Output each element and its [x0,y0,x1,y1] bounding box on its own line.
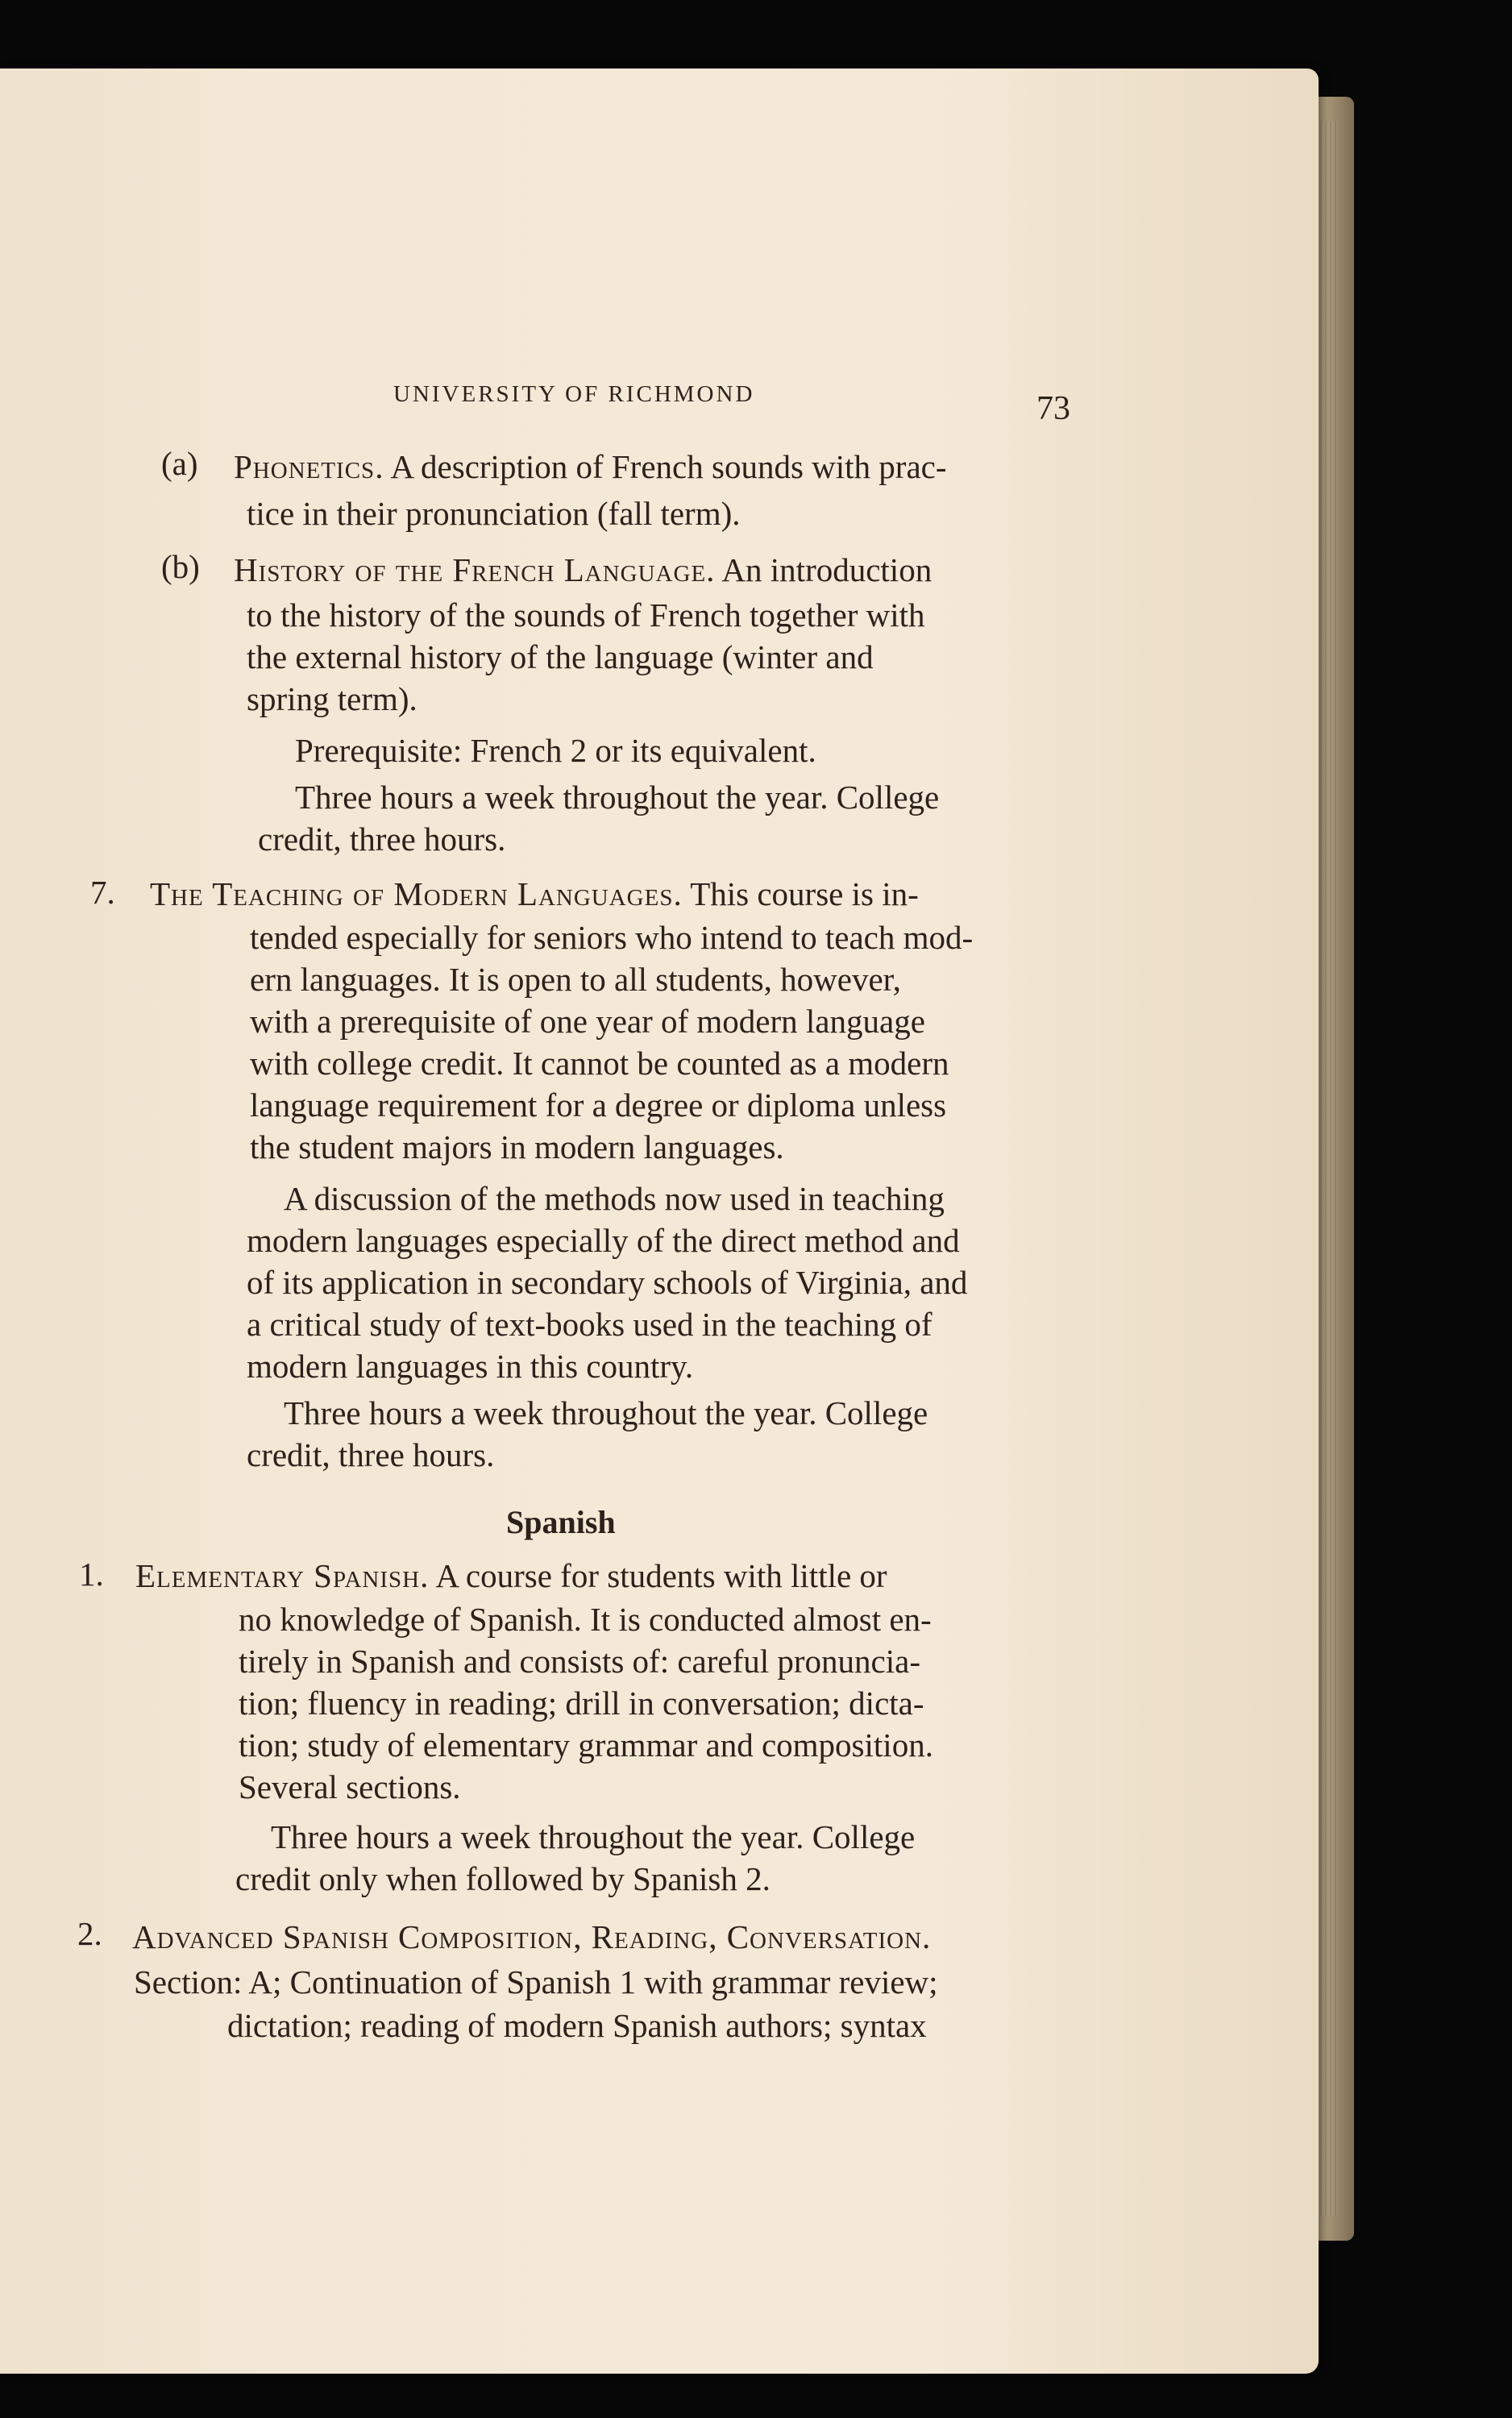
item-b-title: History of the French Language. [234,551,716,588]
item-b-line-3: the external history of the language (winter and [247,638,874,675]
course-7-para2-line-1: A discussion of the methods now used in teaching [284,1180,945,1217]
course-7-para2-line-2: modern languages especially of the direct method and [247,1222,960,1259]
course-7-para2-line-4: a critical study of text-books used in the teaching of [247,1306,933,1343]
course-7-title: The Teaching of Modern Languages. [150,875,683,912]
spanish-course-1-title: Elementary Spanish. [135,1557,430,1594]
spanish-course-1-line-4: tion; fluency in reading; drill in conversation; dicta- [239,1685,924,1722]
course-7-line-4: with a prerequisite of one year of modern language [250,1003,925,1040]
spanish-course-1-line-6: Several sections. [239,1768,461,1805]
item-a-label: (a) [161,445,198,482]
hours-line-1: Three hours a week throughout the year. College [295,779,940,816]
item-b-label: (b) [161,548,200,585]
running-head: UNIVERSITY OF RICHMOND [393,381,755,407]
spanish-course-1-line-2: no knowledge of Spanish. It is conducted almost en- [239,1601,932,1638]
item-a-line-1 [234,448,1072,485]
spanish-course-2-number: 2. [77,1915,102,1952]
spanish-course-1-hours-line-1: Three hours a week throughout the year. College [271,1818,916,1855]
course-7-line-2: tended especially for seniors who intend to teach mod- [250,919,974,956]
prerequisite: Prerequisite: French 2 or its equivalent. [295,732,816,769]
course-7-line-7: the student majors in modern languages. [250,1128,784,1165]
spanish-course-1-line-1-text: A course for students with little or [435,1557,887,1594]
hours-line-2: credit, three hours. [258,821,506,858]
course-7-number: 7. [90,874,115,911]
course-7-para2-line-5: modern languages in this country. [247,1348,694,1385]
item-a-title: Phonetics. [234,448,384,485]
item-a-line-1-text: A description of French sounds with prac- [390,448,947,485]
course-7-line-1-text: This course is in- [690,875,919,912]
spanish-course-1-number: 1. [79,1556,104,1593]
book-page [0,69,1319,2374]
spanish-course-2-line-2: Section: A; Continuation of Spanish 1 with grammar review; [134,1963,938,2000]
item-b-line-2: to the history of the sounds of French together with [247,596,925,634]
course-7-line-5: with college credit. It cannot be counted as a modern [250,1045,949,1082]
spanish-course-1-line-5: tion; study of elementary grammar and composition. [239,1726,933,1764]
page-number: 73 [1036,390,1070,427]
course-7-line-3: ern languages. It is open to all students, however, [250,961,901,998]
course-7-para2-line-3: of its application in secondary schools of Virginia, and [247,1264,968,1301]
spanish-course-2-line-3: dictation; reading of modern Spanish authors; syntax [227,2007,927,2044]
course-7-line-1 [150,875,919,912]
spanish-course-1-line-1 [135,1557,887,1594]
course-7-line-6: language requirement for a degree or diploma unless [250,1086,947,1124]
item-a-line-2: tice in their pronunciation (fall term). [247,495,741,532]
spanish-course-1-hours-line-2: credit only when followed by Spanish 2. [235,1860,771,1897]
spanish-course-2-title: Advanced Spanish Composition, Reading, Conversation. [132,1918,932,1955]
course-7-hours-line-2: credit, three hours. [247,1436,495,1473]
item-b-line-4: spring term). [247,680,417,717]
item-b-line-1 [234,551,933,588]
section-heading-spanish: Spanish [506,1504,616,1540]
course-7-hours-line-1: Three hours a week throughout the year. College [284,1394,928,1431]
item-b-line-1-text: An introduction [721,551,933,588]
spanish-course-1-line-3: tirely in Spanish and consists of: careful pronuncia- [239,1643,920,1680]
